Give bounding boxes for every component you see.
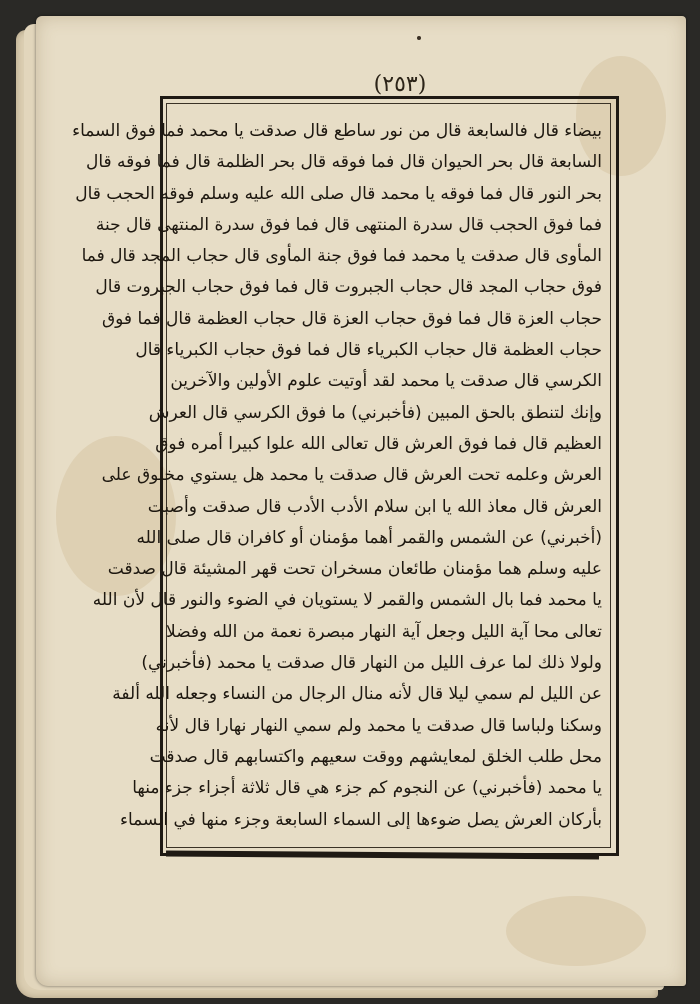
text-line: العرش وعلمه تحت العرش قال صدقت يا محمد هل يستوي مخلوق على — [101, 465, 602, 486]
text-line: بحر النور قال فما فوقه يا محمد قال صلى الله عليه وسلم فوقه الحجب قال — [75, 183, 602, 204]
text-line: فوق حجاب المجد قال حجاب الجبروت قال فما فوق حجاب الجبروت قال — [95, 277, 602, 298]
text-line: العظيم قال فما فوق العرش قال تعالى الله علوا كبيرا أمره فوق — [155, 433, 602, 454]
text-line: السابعة قال بحر الحيوان قال فما فوقه قال بحر الظلمة قال فما فوقه قال — [86, 152, 602, 173]
text-line: وإنك لتنطق بالحق المبين (فأخبرني) ما فوق الكرسي قال العرش — [148, 402, 602, 423]
text-line: فما فوق الحجب قال سدرة المنتهى قال فما فوق سدرة المنتهى قال جنة — [95, 214, 602, 235]
text-line: وسكنا ولباسا قال صدقت يا محمد ولم سمي النهار نهارا قال لأنه — [155, 715, 602, 736]
text-line: حجاب العزة قال فما فوق حجاب العزة قال حجاب العظمة قال فما فوق — [101, 308, 602, 329]
text-line: عن الليل لم سمي ليلا قال لأنه منال الرجال من النساء وجعله الله ألفة — [112, 684, 602, 705]
text-line: عليه وسلم هما مؤمنان طائعان مسخران تحت قهر المشيئة قال صدقت — [107, 559, 602, 580]
text-line: العرش قال معاذ الله يا ابن سلام الأدب الأدب قال صدقت وأصبت — [147, 496, 602, 517]
text-line: (أخبرني) عن الشمس والقمر أهما مؤمنان أو كافران قال صلى الله — [136, 527, 602, 548]
arabic-text-block — [72, 116, 602, 836]
ink-dot — [417, 36, 421, 40]
text-line: بيضاء قال فالسابعة قال من نور ساطع قال صدقت يا محمد فما فوق السماء — [72, 121, 602, 141]
text-line: يا محمد فما بال الشمس والقمر لا يستويان في الضوء والنور قال لأن الله — [92, 590, 602, 611]
text-line: حجاب العظمة قال حجاب الكبرياء قال فما فوق حجاب الكبرياء قال — [135, 340, 602, 361]
text-line: ولولا ذلك لما عرف الليل من النهار قال صدقت يا محمد (فأخبرني) — [141, 653, 602, 674]
text-line: بأركان العرش يصل ضوءها إلى السماء السابعة وجزء منها في السماء — [119, 809, 602, 830]
text-line: يا محمد (فأخبرني) عن النجوم كم جزء هي قال ثلاثة أجزاء جزء منها — [132, 778, 602, 799]
text-line: الكرسي قال صدقت يا محمد لقد أوتيت علوم الأولين والآخرين — [170, 371, 602, 392]
paper-stain — [506, 896, 646, 966]
text-line: تعالى محا آية الليل وجعل آية النهار مبصرة نعمة من الله وفضلا — [166, 621, 602, 642]
text-line: محل طلب الخلق لمعايشهم ووقت سعيهم واكتسابهم قال صدقت — [149, 746, 602, 767]
page-number: (٢٥٣) — [373, 72, 427, 97]
text-line: المأوى قال صدقت يا محمد فما فوق جنة المأوى قال حجاب المجد قال فما — [81, 246, 602, 267]
